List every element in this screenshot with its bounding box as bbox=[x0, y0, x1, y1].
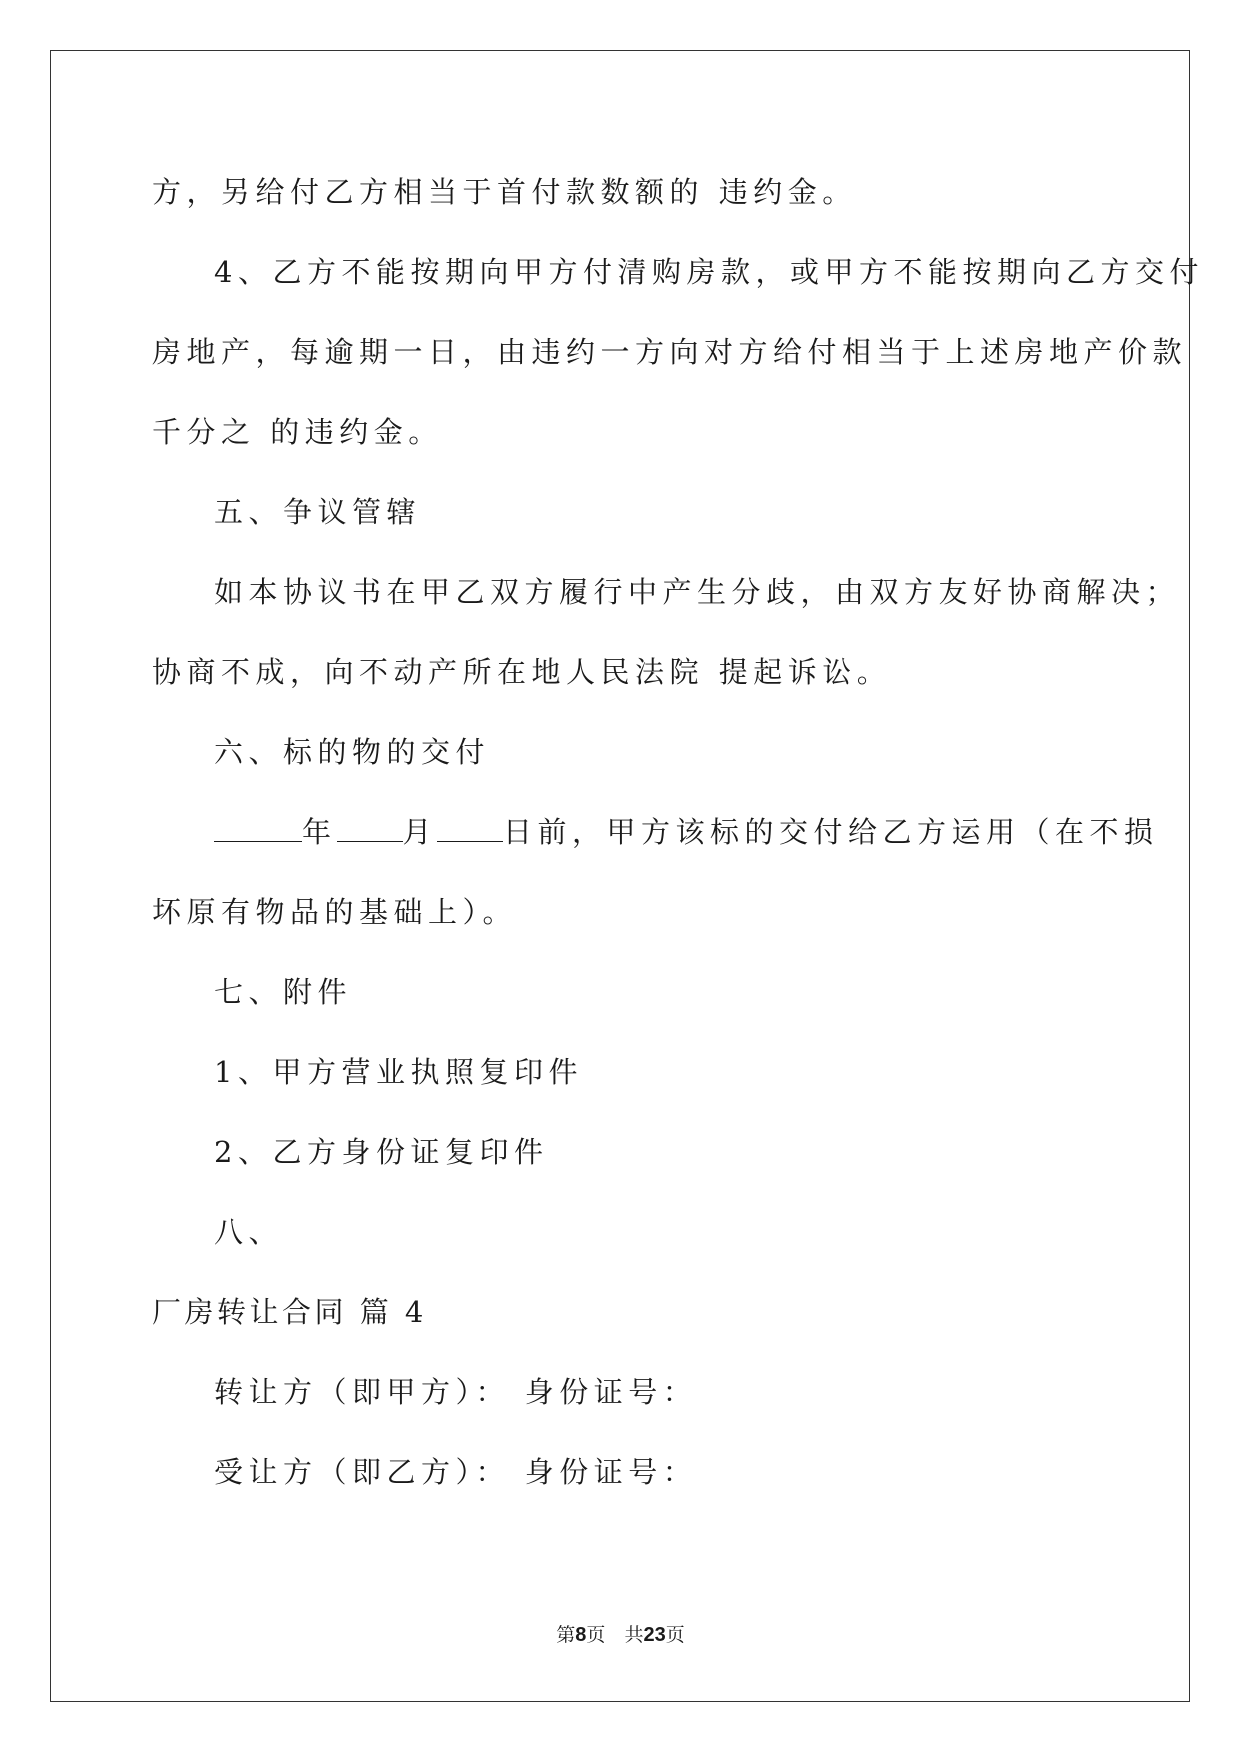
delivery-text: 日前，甲方该标的交付给乙方运用（在不损 bbox=[503, 815, 1159, 849]
paragraph-line: 千分之 的违约金。 bbox=[152, 415, 443, 449]
paragraph-line: 坏原有物品的基础上）。 bbox=[152, 895, 518, 929]
paragraph-line: 方，另给付乙方相当于首付款数额的 违约金。 bbox=[152, 175, 857, 209]
delivery-date-line bbox=[214, 812, 1159, 852]
section-heading: 七、附件 bbox=[214, 975, 353, 1009]
page-number: 8 bbox=[575, 1624, 587, 1646]
footer-page-suffix: 页 bbox=[586, 1625, 606, 1646]
paragraph-line: 协商不成，向不动产所在地人民法院 提起诉讼。 bbox=[152, 655, 892, 689]
section-heading: 五、争议管辖 bbox=[214, 495, 422, 529]
month-unit: 月 bbox=[402, 815, 438, 849]
paragraph-line: 房地产，每逾期一日，由违约一方向对方给付相当于上述房地产价款 bbox=[152, 335, 1188, 369]
page-footer bbox=[0, 1620, 1241, 1647]
footer-prefix: 第 bbox=[556, 1625, 576, 1646]
footer-total-suffix: 页 bbox=[665, 1625, 685, 1646]
year-blank bbox=[214, 817, 302, 842]
party-line: 转让方（即甲方）： 身份证号： bbox=[214, 1375, 698, 1409]
list-item: 2、乙方身份证复印件 bbox=[214, 1135, 549, 1169]
footer-total-prefix: 共 bbox=[624, 1625, 644, 1646]
section-heading: 六、标的物的交付 bbox=[214, 735, 491, 769]
document-title: 厂房转让合同 篇 4 bbox=[152, 1295, 427, 1329]
paragraph-line: 如本协议书在甲乙双方履行中产生分歧，由双方友好协商解决； bbox=[214, 575, 1181, 609]
list-item: 1、甲方营业执照复印件 bbox=[214, 1055, 583, 1089]
section-heading: 八、 bbox=[214, 1215, 284, 1249]
day-blank bbox=[437, 817, 503, 842]
party-line: 受让方（即乙方）： 身份证号： bbox=[214, 1455, 698, 1489]
year-unit: 年 bbox=[302, 815, 337, 849]
paragraph-line: 4、乙方不能按期向甲方付清购房款，或甲方不能按期向乙方交付 bbox=[214, 255, 1204, 289]
month-blank bbox=[337, 817, 403, 842]
total-pages: 23 bbox=[643, 1624, 666, 1646]
